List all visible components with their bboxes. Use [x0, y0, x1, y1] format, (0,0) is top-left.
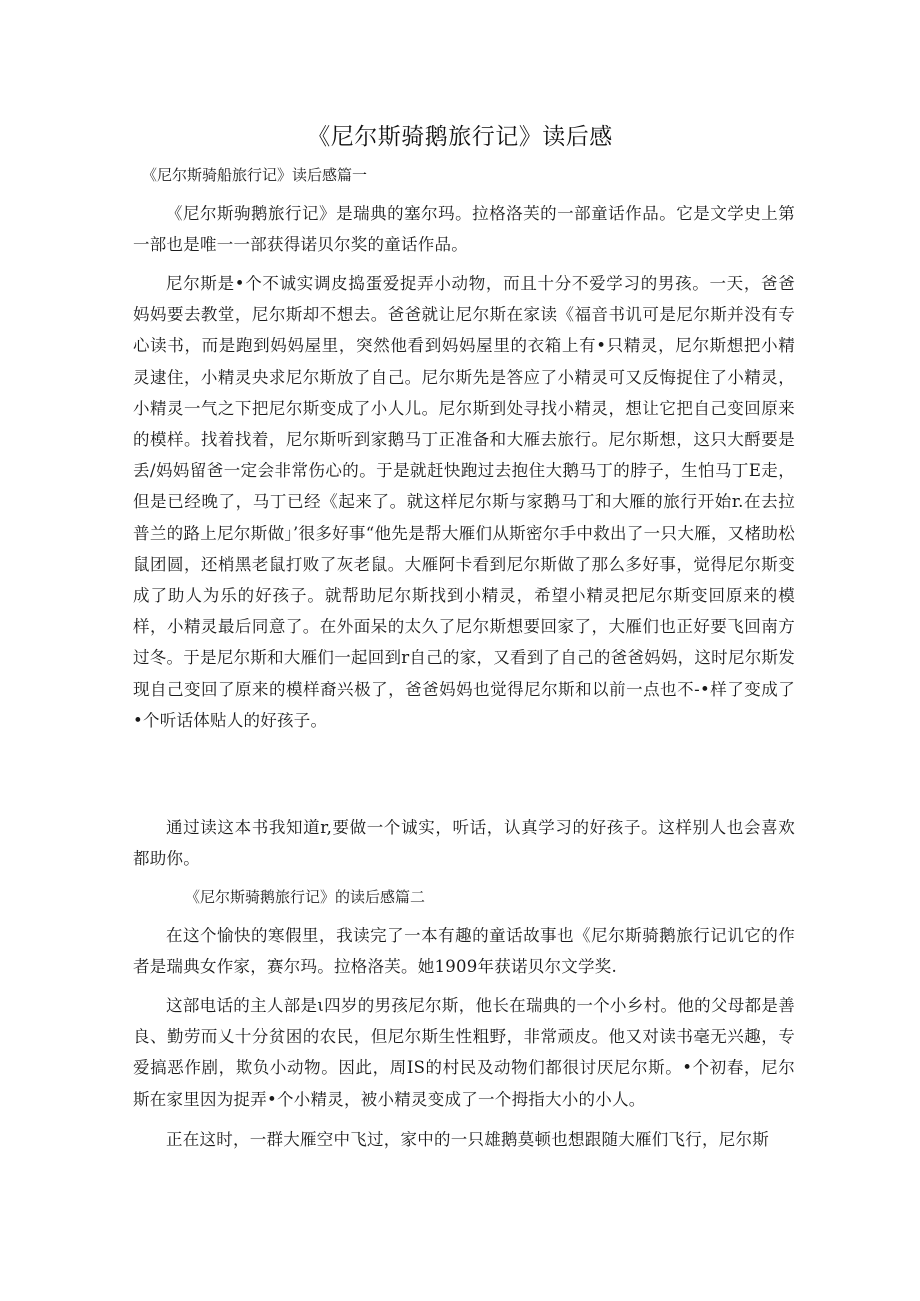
paragraph-book-intro: 在这个愉快的寒假里，我读完了一本有趣的童话故事也《尼尔斯骑鹅旅行记讥它的作者是瑞典女作家，赛尔玛。拉格洛芙。她1909年获诺贝尔文学奖.	[133, 926, 795, 977]
paragraph-protagonist: 这部电话的主人部是ι四岁的男孩尼尔斯，他长在瑞典的一个小乡村。他的父母都是善良、勤劳而乂十分贫困的农民，但尼尔斯生性粗野，非常顽皮。他又对读书毫无兴趣，专爱搞恶作剧，欺负小动物。因此，周IS的村民及动物们都很讨厌尼尔斯。•个初春，尼尔斯在家里因为捉弄•个小精灵，被小精灵变成了一个拇指大小的小人。	[133, 996, 795, 1109]
document-title: 《尼尔斯骑鹅旅行记》读后感	[307, 124, 613, 150]
paragraph-intro: 《尼尔斯驹鹅旅行记》是瑞典的塞尔玛。拉格洛芙的一部童话作品。它是文学史上第一部也是唯一一部获得诺贝尔奖的童话作品。	[133, 204, 795, 255]
paragraph-continuation: 正在这时，一群大雁空中飞过，家中的一只雄鹅莫顿也想跟随大雁们飞行，尼尔斯	[166, 1130, 769, 1149]
paragraph-conclusion: 通过读这本书我知道r,要做一个诚实，听话，认真学习的好孩子。这样别人也会喜欢都助你。	[133, 818, 795, 869]
section-heading-1: 《尼尔斯骑船旅行记》读后感篇一	[142, 166, 368, 184]
paragraph-story-summary: 尼尔斯是•个不诚实调皮捣蛋爱捉弄小动物，而且十分不爱学习的男孩。一天，爸爸妈妈要去教堂，尼尔斯却不想去。爸爸就让尼尔斯在家读《福音书讥可是尼尔斯并没有专心读书，而是跑到妈妈屋里，突然他看到妈妈屋里的衣箱上有•只精灵，尼尔斯想把小精灵逮住，小精灵央求尼尔斯放了自己。尼尔斯先是答应了小精灵可又反悔捉住了小精灵，小精灵一气之下把尼尔斯变成了小人儿。尼尔斯到处寻找小精灵，想让它把自己变回原来的模样。找着找着，尼尔斯听到家鹅马丁正准备和大雁去旅行。尼尔斯想，这只大酹要是丢/妈妈留爸一定会非常伤心的。于是就赶快跑过去抱住大鹅马丁的脖子，生怕马丁E走，但是已经晚了，马丁已经《起来了。就这样尼尔斯与家鹅马丁和大雁的旅行开始r.在去拉普兰的路上尼尔斯做」’很多好事“他先是帮大雁们从斯密尔手中救出了一只大雁，又楮助松鼠团圆，还梢黑老鼠打败了灰老鼠。大雁阿卡看到尼尔斯做了那么多好事，觉得尼尔斯变成了助人为乐的好孩子。就帮助尼尔斯找到小精灵，希望小精灵把尼尔斯变回原来的模样，小精灵最后同意了。在外面呆的太久了尼尔斯想要回家了，大雁们也正好要飞回南方过冬。于是尼尔斯和大雁们一起回到r自己的家，又看到了自己的爸爸妈妈，这时尼尔斯发现自己变回了原来的模样裔兴极了，爸爸妈妈也觉得尼尔斯和以前一点也不-•样了变成了•个听话体贴人的好孩子。	[133, 274, 795, 730]
section-heading-2: 《尼尔斯骑鹅旅行记》的读后感篇二	[185, 888, 426, 906]
